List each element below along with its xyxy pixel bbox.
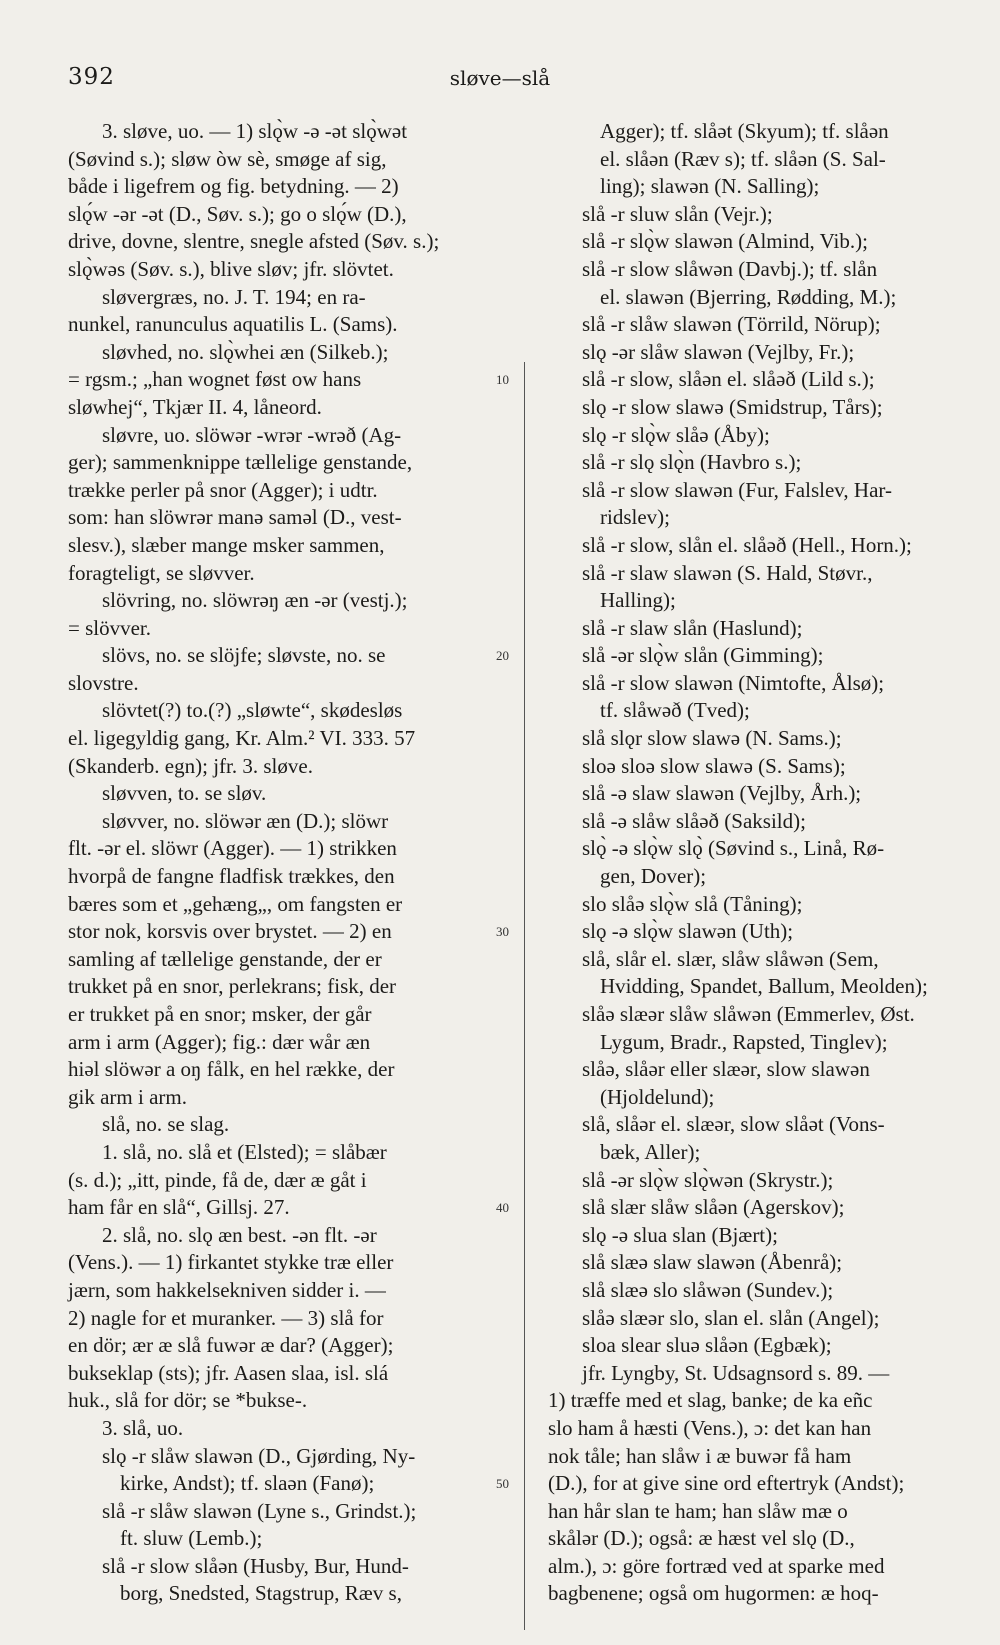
left-column-line: ger); sammenknippe tællelige genstande,	[68, 450, 413, 475]
right-column-line: ling); slawən (N. Salling);	[600, 174, 820, 199]
right-column-line: han hår slan te ham; han slåw mæ o	[548, 1498, 848, 1523]
right-column-line: slå slær slåw slåən (Agerskov);	[582, 1195, 845, 1220]
left-column-line: 1. slå, no. slå et (Elsted); = slåbær	[102, 1139, 387, 1164]
right-column-line: slå -r slow slawən (Nimtofte, Ålsø);	[582, 670, 885, 695]
left-column-line: trukket på en snor, perlekrans; fisk, der	[68, 974, 397, 999]
right-column-line: slå -ər slǫ̀w slån (Gimming);	[582, 643, 824, 668]
margin-line-number: 50	[496, 1476, 509, 1492]
left-column-line: slǫ́w -ər -ət (D., Søv. s.); go o slǫ́w (D.),	[68, 201, 407, 226]
left-column-line: samling af tællelige genstande, der er	[68, 946, 382, 971]
right-column-line: slåə, slåər eller slæər, slow slawən	[582, 1057, 870, 1082]
left-column-line: hiəl slöwər a oŋ fålk, en hel række, der	[68, 1057, 395, 1082]
right-column-line: slǫ -r slǫ̀w slåə (Åby);	[582, 422, 770, 447]
left-column-line: flt. -ər el. slöwr (Agger). — 1) strikken	[68, 836, 397, 861]
left-column-line: slǫ -r slåw slawən (D., Gjørding, Ny-	[102, 1443, 416, 1468]
left-column-line: huk., slå for dör; se *bukse-.	[68, 1388, 308, 1413]
margin-line-number: 40	[496, 1200, 509, 1216]
left-column-line: 3. sløve, uo. — 1) slǫ̀w -ə -ət slǫ̀wət	[102, 119, 408, 143]
left-column-line: foragteligt, se sløvver.	[68, 560, 255, 585]
right-column-line: Halling);	[600, 588, 676, 613]
right-column-line: (D.), for at give sine ord eftertryk (Andst);	[548, 1471, 905, 1496]
left-column-line: arm i arm (Agger); fig.: dær wår æn	[68, 1029, 371, 1054]
right-column-line: slǫ -ə slǫ̀w slawən (Uth);	[582, 919, 794, 944]
left-column-line: 2. slå, no. slǫ æn best. -ən flt. -ər	[102, 1222, 377, 1247]
right-column-line: gen, Dover);	[600, 864, 707, 889]
left-column-line: slesv.), slæber mange msker sammen,	[68, 532, 385, 557]
left-column-line: (Skanderb. egn); jfr. 3. sløve.	[68, 753, 313, 778]
left-column-line: nunkel, ranunculus aquatilis L. (Sams).	[68, 312, 398, 337]
right-column-line: slǫ -r slow slawə (Smidstrup, Tårs);	[582, 394, 883, 419]
right-column-line: slǫ -ər slåw slawən (Vejlby, Fr.);	[582, 339, 855, 364]
right-column-line: ridslev);	[600, 505, 670, 530]
right-column-line: bæk, Aller);	[600, 1139, 701, 1164]
right-column-line: slå slǫr slow slawə (N. Sams.);	[582, 726, 842, 751]
left-column-line: slövtet(?) to.(?) „sløwte“, skødesløs	[102, 698, 403, 723]
left-column-line: trække perler på snor (Agger); i udtr.	[68, 477, 378, 502]
right-column-line: slǫ -ə slua slan (Bjært);	[582, 1222, 778, 1247]
right-column-line: Hvidding, Spandet, Ballum, Meolden);	[600, 974, 928, 999]
right-column-line: nok tåle; han slåw i æ buwər få ham	[548, 1443, 852, 1468]
margin-line-number: 10	[496, 372, 509, 388]
right-column-line: el. slåən (Ræv s); tf. slåən (S. Sal-	[600, 146, 886, 171]
right-column-line: sloə sloə slow slawə (S. Sams);	[582, 753, 846, 778]
right-column-line: slo slåə slǫ̀w slå (Tåning);	[582, 891, 803, 916]
right-column-line: slå slæə slo slåwən (Sundev.);	[582, 1277, 834, 1302]
right-column-line: slo ham å hæsti (Vens.), ɔ: det kan han	[548, 1415, 872, 1440]
right-column-line: slå -ə slåw slåəð (Saksild);	[582, 808, 806, 833]
right-column-line: slǫ̀ -ə slǫ̀w slǫ̀ (Søvind s., Linå, Rø-	[582, 836, 885, 861]
left-column-line: el. ligegyldig gang, Kr. Alm.² VI. 333. 57	[68, 726, 416, 751]
left-column-line: slå -r slåw slawən (Lyne s., Grindst.);	[102, 1498, 417, 1523]
left-column-line: = rgsm.; „han wognet føst ow hans	[68, 367, 362, 392]
left-column-line: stor nok, korsvis over brystet. — 2) en	[68, 919, 392, 944]
right-column-line: slå, slåər el. slæər, slow slåət (Vons-	[582, 1112, 885, 1137]
left-column-line: både i ligefrem og fig. betydning. — 2)	[68, 174, 399, 199]
right-column-line: jfr. Lyngby, St. Udsagnsord s. 89. —	[582, 1360, 890, 1385]
right-column-line: slå -r slǫ slǫ̀n (Havbro s.);	[582, 450, 802, 475]
left-column-line: = slövver.	[68, 615, 152, 640]
left-column-line: sløvver, no. slöwər æn (D.); slöwr	[102, 808, 389, 833]
left-column-line: slå -r slow slåən (Husby, Bur, Hund-	[102, 1553, 409, 1578]
left-column-line: hvorpå de fangne fladfisk trækkes, den	[68, 864, 395, 889]
left-column-line: borg, Snedsted, Stagstrup, Ræv s,	[120, 1581, 402, 1606]
left-column	[68, 118, 512, 1608]
right-column-line: slåə slæər slåw slåwən (Emmerlev, Øst.	[582, 1002, 915, 1026]
left-column-line: jærn, som hakkelsekniven sidder i. —	[68, 1277, 386, 1302]
right-column-line: alm.), ɔ: göre fortræd ved at sparke med	[548, 1553, 885, 1578]
left-column-line: som: han slöwrər manə saməl (D., vest-	[68, 505, 402, 530]
margin-line-number: 30	[496, 924, 509, 940]
left-column-line: (Søvind s.); sløw òw sè, smøge af sig,	[68, 146, 387, 171]
left-column-line: slå, no. se slag.	[102, 1112, 230, 1137]
left-column-line: 2) nagle for et muranker. — 3) slå for	[68, 1305, 384, 1330]
right-column	[548, 118, 966, 1608]
left-column-line: bæres som et „gehæng„, om fangsten er	[68, 891, 403, 916]
right-column-line: slåə slæər slo, slan el. slån (Angel);	[582, 1305, 880, 1330]
left-column-line: (s. d.); „itt, pinde, få de, dær æ gåt i	[68, 1167, 367, 1192]
page-number: 392	[68, 64, 115, 90]
right-column-line: sloa slear sluə slåən (Egbæk);	[582, 1333, 832, 1358]
running-head: sløve—slå	[449, 66, 551, 90]
right-column-line: slå -r sluw slån (Vejr.);	[582, 201, 773, 226]
column-divider	[524, 362, 525, 1630]
left-column-line: gik arm i arm.	[68, 1084, 187, 1109]
left-column-line: bukseklap (sts); jfr. Aasen slaa, isl. slá	[68, 1360, 389, 1385]
right-column-line: slå -ər slǫ̀w slǫ̀wən (Skrystr.);	[582, 1167, 834, 1192]
left-column-line: er trukket på en snor; msker, der går	[68, 1002, 372, 1026]
margin-line-number: 20	[496, 648, 509, 664]
right-column-line: slå -r slow, slåən el. slåəð (Lild s.);	[582, 367, 875, 392]
left-column-line: kirke, Andst); tf. slaən (Fanø);	[120, 1471, 375, 1496]
left-column-line: sløvven, to. se sløv.	[102, 781, 267, 806]
right-column-line: slå -r slow slåwən (Davbj.); tf. slån	[582, 256, 878, 281]
left-column-line: drive, dovne, slentre, snegle afsted (Søv. s.);	[68, 229, 440, 254]
left-column-line: sløvhed, no. slǫ̀whei æn (Silkeb.);	[102, 339, 389, 364]
right-column-line: bagbenene; også om hugormen: æ hoq-	[548, 1581, 879, 1606]
left-column-line: ft. sluw (Lemb.);	[120, 1526, 263, 1551]
left-column-line: ham får en slå“, Gillsj. 27.	[68, 1195, 290, 1220]
right-column-line: (Hjoldelund);	[600, 1084, 715, 1109]
left-column-line: sløvergræs, no. J. T. 194; en ra-	[102, 284, 366, 309]
left-column-line: en dör; ær æ slå fuwər æ dar? (Agger);	[68, 1333, 394, 1358]
right-column-line: slå -r slow, slån el. slåəð (Hell., Horn.);	[582, 532, 912, 557]
left-column-line: 3. slå, uo.	[102, 1415, 184, 1440]
left-column-line: sløwhej“, Tkjær II. 4, låneord.	[68, 394, 322, 419]
right-column-line: slå -r slaw slawən (S. Hald, Støvr.,	[582, 560, 873, 585]
left-column-line: slövring, no. slöwrəŋ æn -ər (vestj.);	[102, 588, 408, 613]
right-column-line: tf. slåwəð (Tved);	[600, 698, 750, 723]
right-column-line: Lygum, Bradr., Rapsted, Tinglev);	[600, 1029, 888, 1054]
right-column-line: 1) træffe med et slag, banke; de ka eñc	[548, 1388, 873, 1413]
right-column-line: slå, slår el. slær, slåw slåwən (Sem,	[582, 946, 879, 971]
right-column-line: slå slæə slaw slawən (Åbenrå);	[582, 1250, 843, 1275]
left-column-line: slovstre.	[68, 670, 139, 695]
right-column-line: slå -ə slaw slawən (Vejlby, Årh.);	[582, 781, 862, 806]
left-column-line: slǫ̀wəs (Søv. s.), blive sløv; jfr. slövtet.	[68, 256, 394, 281]
left-column-line: slövs, no. se slöjfe; sløvste, no. se	[102, 643, 386, 668]
right-column-line: Agger); tf. slåət (Skyum); tf. slåən	[600, 119, 889, 143]
right-column-line: slå -r slǫ̀w slawən (Almind, Vib.);	[582, 229, 868, 254]
right-column-line: el. slawən (Bjerring, Rødding, M.);	[600, 284, 897, 309]
right-column-line: skålər (D.); også: æ hæst vel slǫ (D.,	[548, 1526, 855, 1551]
left-column-line: (Vens.). — 1) firkantet stykke træ eller	[68, 1250, 394, 1275]
right-column-line: slå -r slåw slawən (Törrild, Nörup);	[582, 312, 881, 337]
right-column-line: slå -r slow slawən (Fur, Falslev, Har-	[582, 477, 892, 502]
right-column-line: slå -r slaw slån (Haslund);	[582, 615, 803, 640]
left-column-line: sløvre, uo. slöwər -wrər -wrəð (Ag-	[102, 422, 402, 447]
